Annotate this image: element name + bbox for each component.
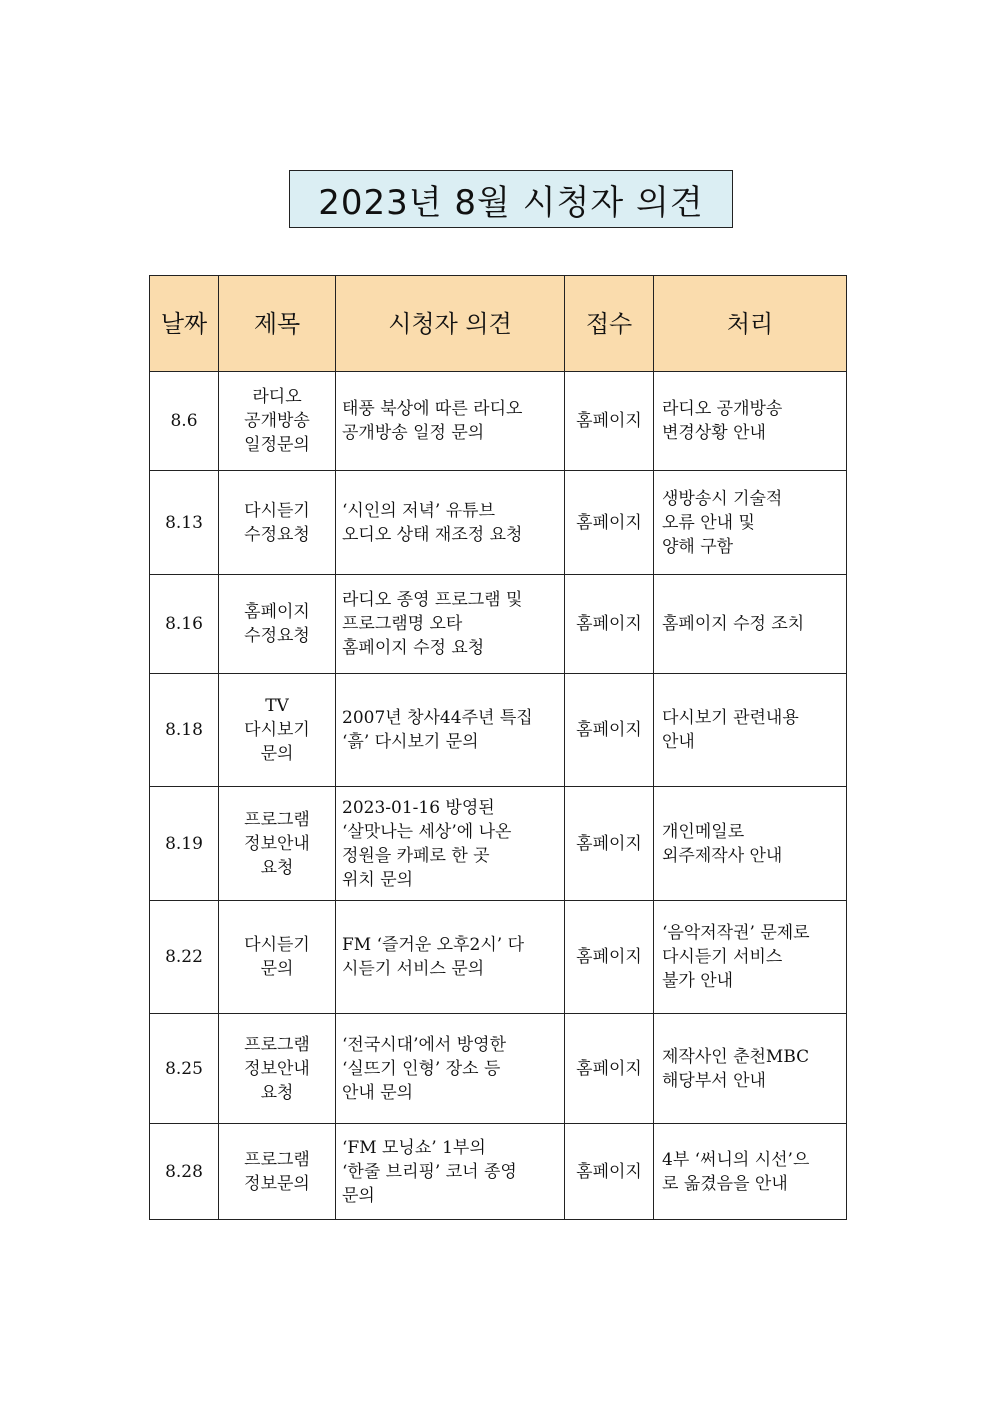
opinion-cell [336, 1124, 565, 1220]
title-line: 정보안내 [244, 833, 310, 854]
opinion-line: ‘전국시대’에서 방영한 [342, 1034, 507, 1055]
processing-line: 로 옮겼음을 안내 [662, 1173, 788, 1194]
viewer-opinions-table [149, 275, 847, 1220]
opinion-line: ‘살맛나는 세상’에 나온 [342, 821, 512, 842]
date-cell: 8.28 [150, 1124, 219, 1220]
date-cell: 8.6 [150, 372, 219, 471]
date-cell: 8.19 [150, 787, 219, 901]
processing-line: 라디오 공개방송 [662, 399, 783, 419]
opinion-line: 정원을 카페로 한 곳 [342, 845, 490, 866]
received-cell: 홈페이지 [565, 1014, 654, 1124]
opinion-line: ‘시인의 저녁’ 유튜브 [342, 500, 495, 521]
title-line: 요청 [260, 1082, 294, 1103]
date-cell: 8.18 [150, 674, 219, 787]
date-cell: 8.25 [150, 1014, 219, 1124]
title-line: 요청 [260, 857, 294, 878]
processing-cell [654, 901, 847, 1014]
opinion-cell [336, 1014, 565, 1124]
title-cell [219, 471, 336, 575]
header-processing: 처리 [654, 276, 847, 372]
opinion-line: ‘한줄 브리핑’ 코너 종영 [342, 1161, 517, 1182]
processing-line: 외주제작사 안내 [662, 845, 783, 866]
opinion-cell [336, 372, 565, 471]
processing-cell [654, 575, 847, 674]
header-received: 접수 [565, 276, 654, 372]
received-cell: 홈페이지 [565, 674, 654, 787]
table-row [150, 575, 847, 674]
opinion-line: 안내 문의 [342, 1082, 414, 1103]
table-row [150, 787, 847, 901]
title-line: 공개방송 [244, 411, 310, 431]
opinion-line: 태풍 북상에 따른 라디오 [342, 399, 523, 419]
date-cell: 8.16 [150, 575, 219, 674]
title-line: 프로그램 [244, 1034, 310, 1055]
table-row [150, 372, 847, 471]
opinion-line: 2023-01-16 방영된 [342, 797, 495, 818]
title-cell [219, 575, 336, 674]
title-line: 다시듣기 [244, 935, 310, 955]
received-cell: 홈페이지 [565, 575, 654, 674]
opinion-cell [336, 901, 565, 1014]
title-cell [219, 1014, 336, 1124]
title-line: 프로그램 [244, 809, 310, 830]
header-opinion: 시청자 의견 [336, 276, 565, 372]
opinion-line: 위치 문의 [342, 869, 414, 890]
title-line: 정보안내 [244, 1058, 310, 1079]
opinion-line: ‘흙’ 다시보기 문의 [342, 732, 479, 752]
processing-line: ‘음악저작권’ 문제로 [662, 923, 810, 943]
opinion-cell [336, 674, 565, 787]
processing-line: 양해 구함 [662, 536, 734, 557]
header-row [150, 276, 847, 372]
title-line: 일정문의 [244, 435, 310, 455]
title-line: 수정요청 [244, 524, 310, 545]
opinion-cell [336, 787, 565, 901]
opinion-line: 프로그램명 오타 [342, 614, 463, 634]
opinion-line: 문의 [342, 1185, 375, 1206]
title-line: 수정요청 [244, 626, 310, 646]
title-line: 정보문의 [244, 1173, 310, 1194]
date-cell: 8.13 [150, 471, 219, 575]
processing-line: 불가 안내 [662, 971, 734, 991]
title-line: 문의 [260, 744, 294, 764]
table-row [150, 1124, 847, 1220]
processing-line: 해당부서 안내 [662, 1070, 766, 1091]
processing-line: 변경상황 안내 [662, 423, 766, 443]
processing-line: 4부 ‘써니의 시선’으 [662, 1149, 810, 1170]
opinion-cell [336, 471, 565, 575]
title-cell [219, 901, 336, 1014]
opinion-line: FM ‘즐거운 오후2시’ 다 [342, 935, 524, 955]
page-title: 2023년 8월 시청자 의견 [289, 170, 733, 228]
table-row [150, 674, 847, 787]
received-cell: 홈페이지 [565, 471, 654, 575]
title-cell [219, 372, 336, 471]
processing-cell [654, 1014, 847, 1124]
title-line: 다시듣기 [244, 500, 310, 521]
table-row [150, 901, 847, 1014]
title-cell [219, 674, 336, 787]
processing-line: 안내 [662, 732, 695, 752]
processing-line: 다시듣기 서비스 [662, 947, 783, 967]
title-cell [219, 1124, 336, 1220]
title-line: 라디오 [252, 387, 302, 407]
processing-line: 제작사인 춘천MBC [662, 1046, 810, 1067]
received-cell: 홈페이지 [565, 1124, 654, 1220]
opinion-line: 시듣기 서비스 문의 [342, 959, 485, 979]
title-line: TV [265, 696, 289, 716]
title-line: 다시보기 [244, 720, 310, 740]
received-cell: 홈페이지 [565, 901, 654, 1014]
header-date: 날짜 [150, 276, 219, 372]
received-cell: 홈페이지 [565, 372, 654, 471]
processing-line: 오류 안내 및 [662, 512, 755, 533]
opinion-line: ‘FM 모닝쇼’ 1부의 [342, 1137, 486, 1158]
processing-line: 생방송시 기술적 [662, 488, 783, 509]
title-line: 문의 [260, 959, 294, 979]
table-row [150, 471, 847, 575]
processing-cell [654, 471, 847, 575]
processing-cell [654, 787, 847, 901]
opinion-line: 공개방송 일정 문의 [342, 423, 485, 443]
processing-cell [654, 372, 847, 471]
processing-line: 개인메일로 [662, 821, 745, 842]
title-cell [219, 787, 336, 901]
date-cell: 8.22 [150, 901, 219, 1014]
title-line: 홈페이지 [244, 602, 310, 622]
processing-line: 홈페이지 수정 조치 [662, 614, 805, 634]
opinion-line: 오디오 상태 재조정 요청 [342, 524, 523, 545]
opinion-cell [336, 575, 565, 674]
received-cell: 홈페이지 [565, 787, 654, 901]
opinion-line: 2007년 창사44주년 특집 [342, 708, 533, 728]
processing-cell [654, 1124, 847, 1220]
table-row [150, 1014, 847, 1124]
opinion-line: 라디오 종영 프로그램 및 [342, 590, 523, 610]
processing-line: 다시보기 관련내용 [662, 708, 799, 728]
header-title: 제목 [219, 276, 336, 372]
processing-cell [654, 674, 847, 787]
title-line: 프로그램 [244, 1149, 310, 1170]
opinion-line: ‘실뜨기 인형’ 장소 등 [342, 1058, 501, 1079]
opinion-line: 홈페이지 수정 요청 [342, 638, 485, 658]
